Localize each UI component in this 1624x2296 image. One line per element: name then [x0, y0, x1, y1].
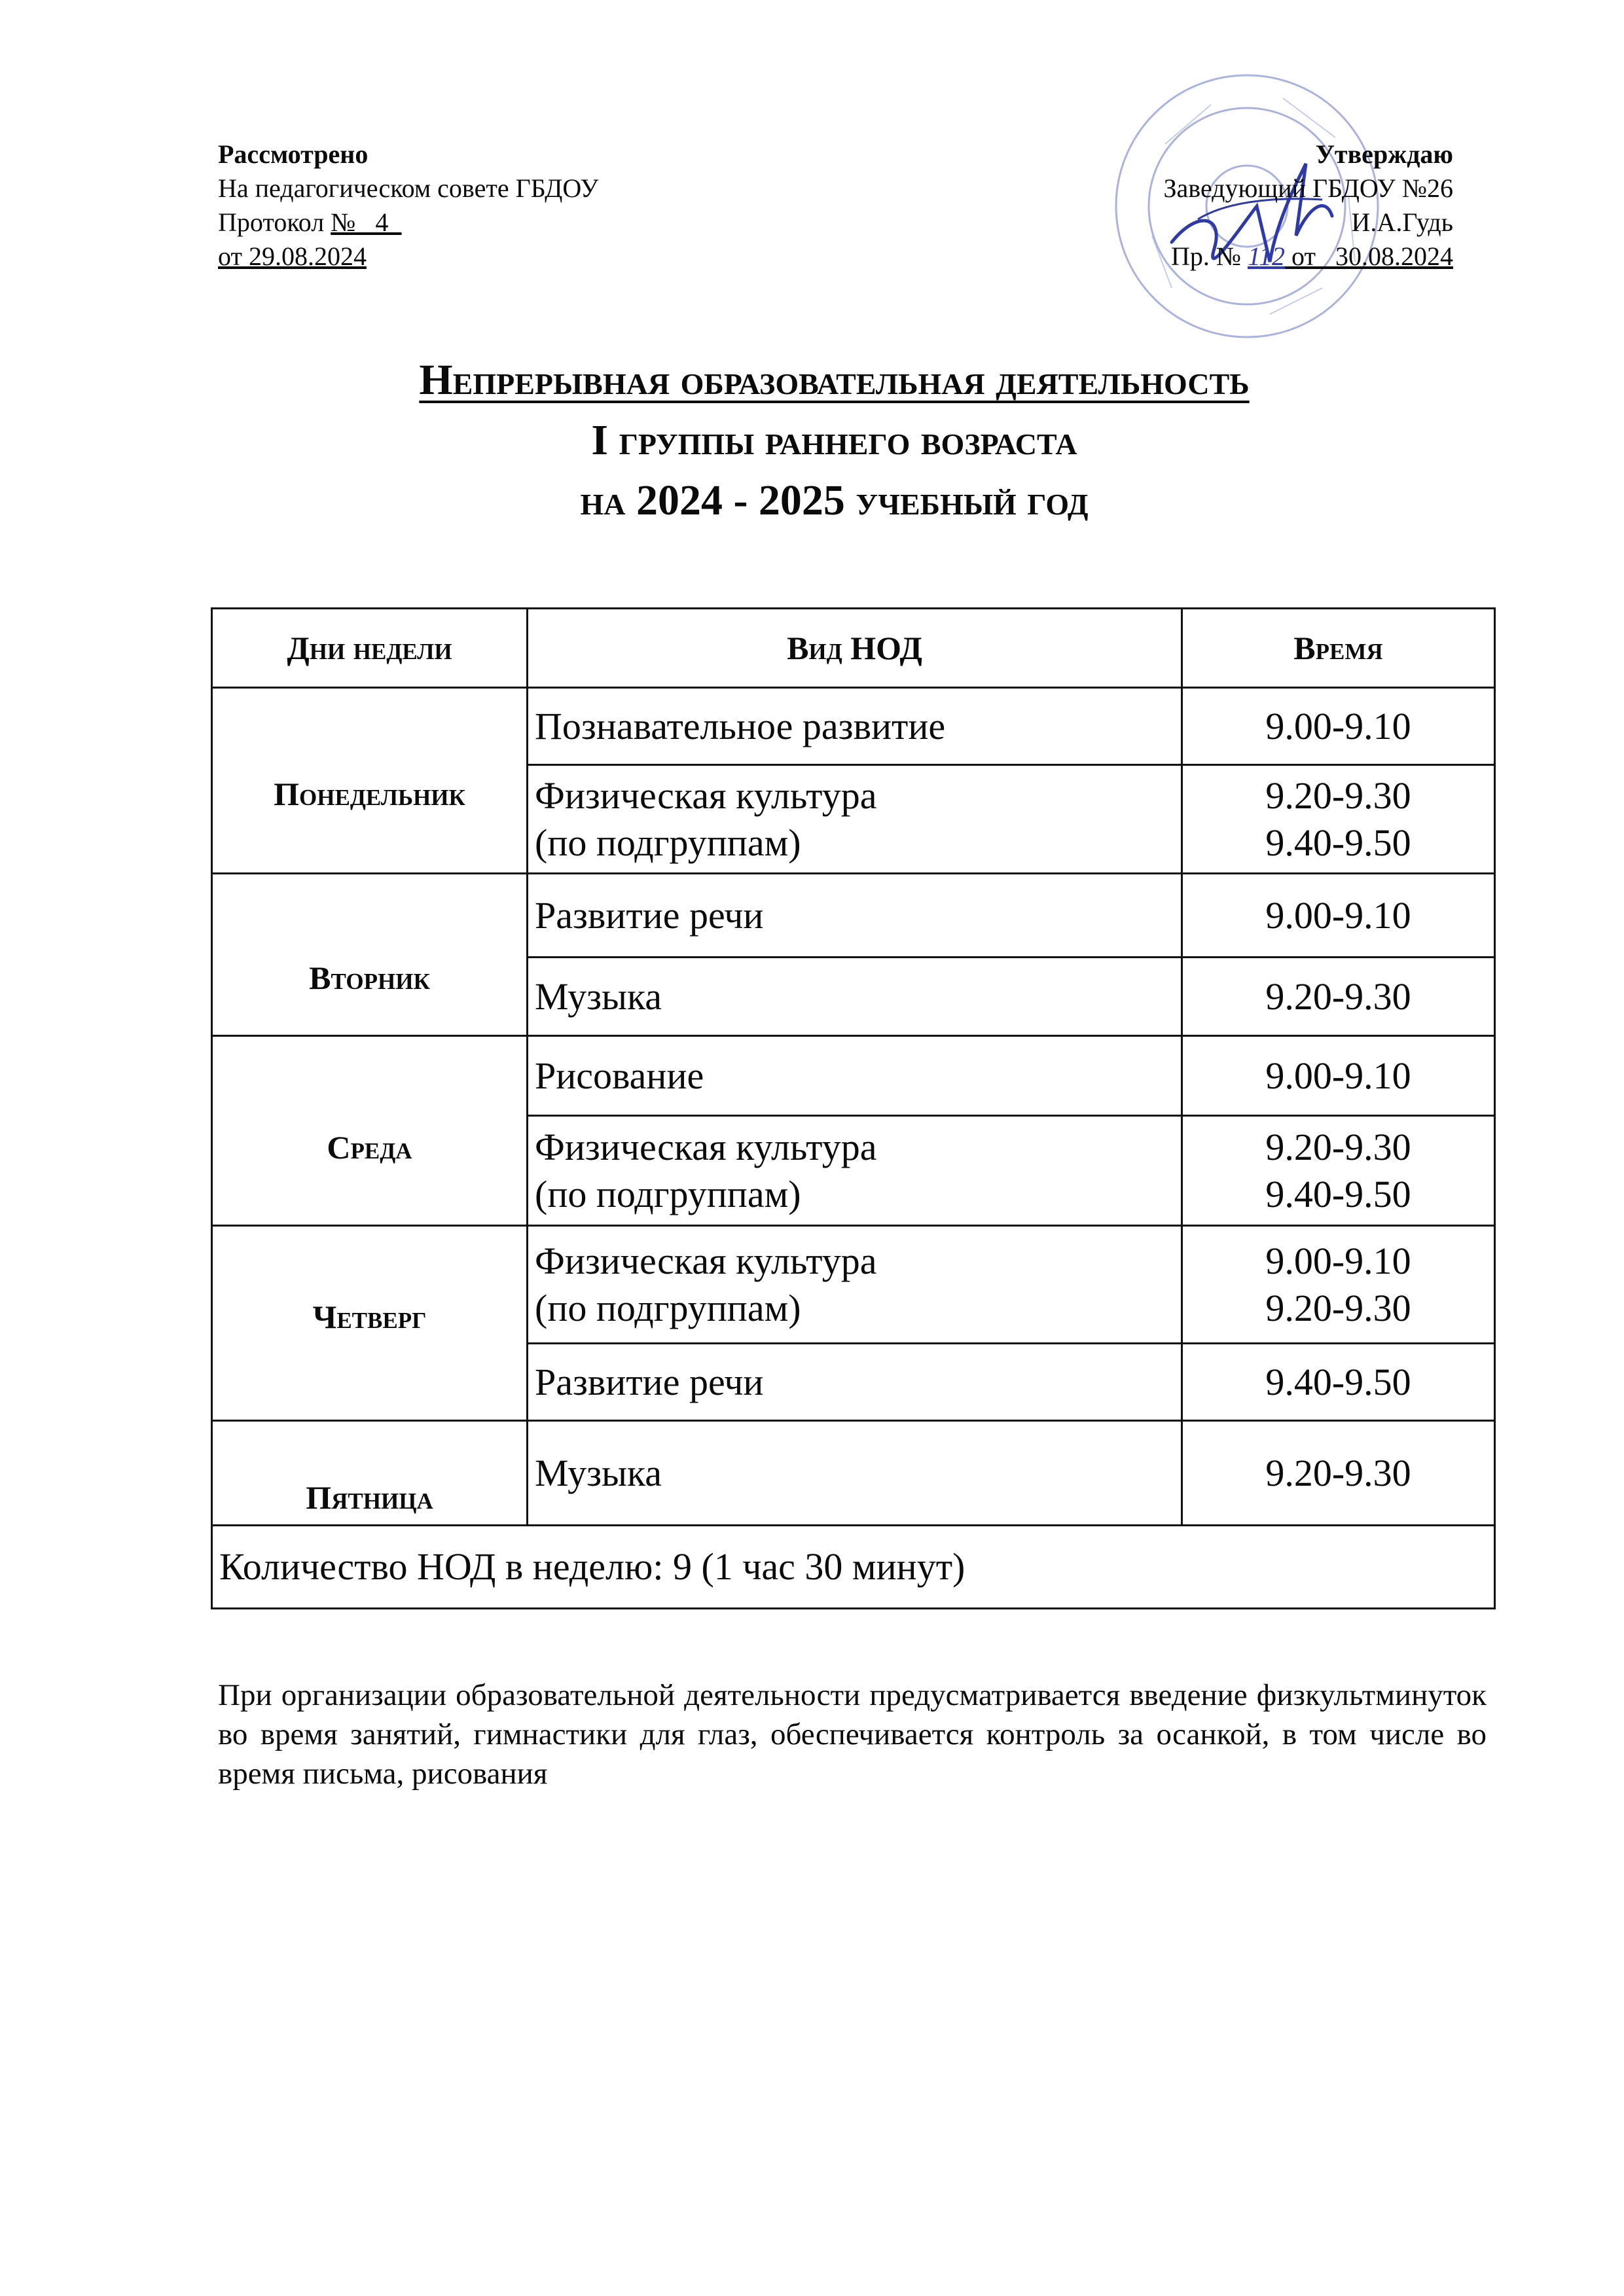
activity-line: (по подгруппам) [535, 821, 801, 864]
activity-line: Физическая культура [535, 774, 877, 817]
activity-cell [528, 765, 1182, 874]
title-line-3: на 2024 - 2025 учебный год [580, 476, 1089, 524]
table-header-row [212, 609, 1495, 688]
table-row [212, 1226, 1495, 1344]
header-time: Время [1182, 609, 1495, 688]
protocol-number: № _4_ [331, 207, 402, 237]
time-line: 9.40-9.50 [1265, 821, 1411, 864]
activity-line: Развитие речи [535, 1360, 764, 1403]
approved-order [1047, 240, 1453, 274]
reviewed-date: от 29.08.2024 [218, 242, 367, 271]
time-line: 9.20-9.30 [1265, 774, 1411, 817]
time-cell [1182, 1116, 1495, 1226]
table-row [212, 1036, 1495, 1116]
activity-cell [528, 958, 1182, 1036]
title-line-2: I группы раннего возраста [591, 416, 1077, 464]
activity-line: (по подгруппам) [535, 1172, 801, 1215]
activity-line: Музыка [535, 975, 662, 1018]
time-line: 9.20-9.30 [1265, 1286, 1411, 1329]
time-cell [1182, 765, 1495, 874]
schedule-table [211, 607, 1496, 1609]
order-label: Пр. № [1170, 242, 1248, 271]
time-cell [1182, 1036, 1495, 1116]
time-line: 9.00-9.10 [1265, 893, 1411, 937]
activity-cell [528, 1344, 1182, 1421]
reviewed-council: На педагогическом совете ГБДОУ [218, 173, 599, 203]
reviewed-heading: Рассмотрено [218, 139, 369, 169]
activity-line: (по подгруппам) [535, 1286, 801, 1329]
activity-cell [528, 874, 1182, 958]
reviewed-protocol [218, 206, 598, 240]
approved-position: Заведующий ГБДОУ №26 [1163, 173, 1453, 203]
day-cell: Пятница [212, 1421, 528, 1526]
time-line: 9.20-9.30 [1265, 1451, 1411, 1494]
table-total-row [212, 1526, 1495, 1609]
protocol-label: Протокол [218, 207, 331, 237]
activity-line: Физическая культура [535, 1239, 877, 1282]
time-cell [1182, 1421, 1495, 1526]
footnote: При организации образовательной деятельности предусматривается введение физкультминуток во время занятий, гимнастики для глаз, обеспечивается контроль за осанкой, в том числе во время письма, рисования [218, 1678, 1487, 1791]
approved-name: И.А.Гудь [1351, 207, 1453, 237]
activity-line: Развитие речи [535, 893, 764, 937]
activity-line: Рисование [535, 1054, 704, 1097]
time-line: 9.40-9.50 [1265, 1172, 1411, 1215]
time-cell [1182, 958, 1495, 1036]
time-line: 9.00-9.10 [1265, 704, 1411, 747]
activity-line: Музыка [535, 1451, 662, 1494]
weekly-total: Количество НОД в неделю: 9 (1 час 30 минут) [212, 1526, 1495, 1609]
activity-line: Физическая культура [535, 1125, 877, 1168]
order-date: от _30.08.2024 [1285, 242, 1453, 271]
activity-line: Познавательное развитие [535, 704, 946, 747]
day-cell: Понедельник [212, 688, 528, 874]
order-number: 112 [1248, 242, 1286, 271]
activity-cell [528, 1421, 1182, 1526]
approved-heading: Утверждаю [1315, 139, 1453, 169]
time-cell [1182, 688, 1495, 765]
table-row [212, 1421, 1495, 1526]
header-days: Дни недели [212, 609, 528, 688]
time-line: 9.40-9.50 [1265, 1360, 1411, 1403]
time-line: 9.00-9.10 [1265, 1239, 1411, 1282]
time-line: 9.20-9.30 [1265, 975, 1411, 1018]
table-row [212, 688, 1495, 765]
day-cell: Вторник [212, 874, 528, 1036]
time-line: 9.00-9.10 [1265, 1054, 1411, 1097]
header-activity: Вид НОД [528, 609, 1182, 688]
approval-block-reviewed [218, 137, 598, 274]
activity-cell [528, 1226, 1182, 1344]
time-cell [1182, 1344, 1495, 1421]
approval-block-approved [1047, 137, 1453, 274]
activity-cell [528, 1116, 1182, 1226]
activity-cell [528, 1036, 1182, 1116]
table-row [212, 874, 1495, 958]
time-line: 9.20-9.30 [1265, 1125, 1411, 1168]
day-cell: Среда [212, 1036, 528, 1226]
activity-cell [528, 688, 1182, 765]
title-line-1: Непрерывная образовательная деятельность [419, 356, 1250, 404]
document-title [218, 350, 1451, 531]
day-cell: Четверг [212, 1226, 528, 1421]
time-cell [1182, 874, 1495, 958]
time-cell [1182, 1226, 1495, 1344]
